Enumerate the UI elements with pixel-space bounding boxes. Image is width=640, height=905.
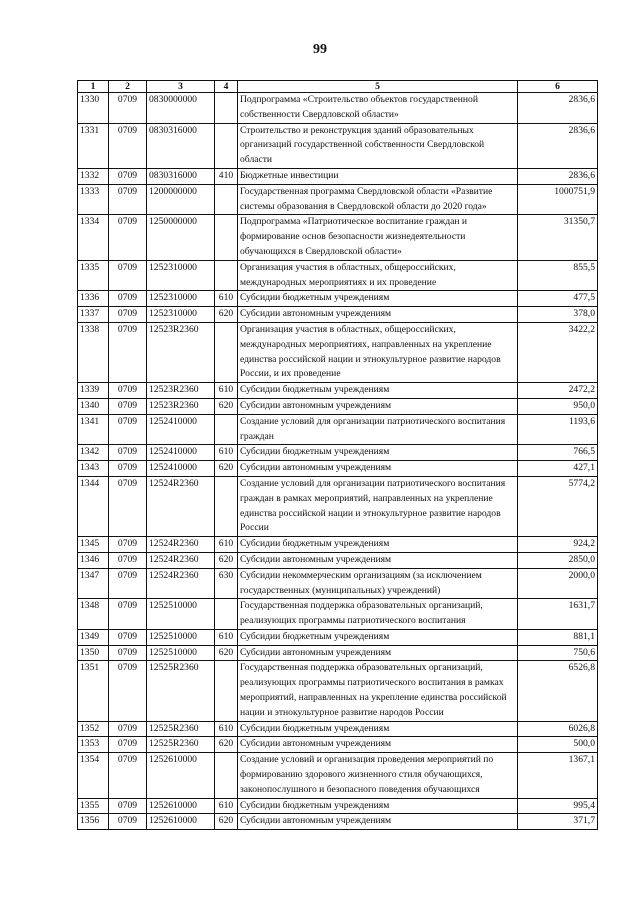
amount-cell: 2836,6 <box>518 93 598 124</box>
expense-type-cell <box>215 184 238 215</box>
section-code-cell: 0709 <box>109 260 147 291</box>
item-name-cell: Субсидии автономным учреждениям <box>238 814 518 830</box>
target-item-code-cell: 1250000000 <box>147 215 215 260</box>
section-code-cell: 0709 <box>109 398 147 414</box>
amount-cell: 766,5 <box>518 445 598 461</box>
table-header-row <box>78 81 598 93</box>
item-name-cell: Строительство и реконструкция зданий образовательных организаций государственной собственности Свердловской области <box>238 123 518 168</box>
amount-cell: 881,1 <box>518 629 598 645</box>
table-row <box>78 307 598 323</box>
expense-type-cell: 620 <box>215 737 238 753</box>
target-item-code-cell: 12525R2360 <box>147 721 215 737</box>
amount-cell: 2000,0 <box>518 568 598 599</box>
target-item-code-cell: 0830316000 <box>147 168 215 184</box>
expense-type-cell <box>215 123 238 168</box>
expense-type-cell: 630 <box>215 568 238 599</box>
row-number-cell: 1345 <box>78 537 109 553</box>
row-number-cell: 1352 <box>78 721 109 737</box>
amount-cell: 6526,8 <box>518 661 598 721</box>
item-name-cell: Подпрограмма «Патриотическое воспитание граждан и формирование основ безопасности жизнедеятельности обучающихся в Свердловской области» <box>238 215 518 260</box>
section-code-cell: 0709 <box>109 383 147 399</box>
item-name-cell: Субсидии некоммерческим организациям (за исключением государственных (муниципальных) учреждений) <box>238 568 518 599</box>
header-col-6: 6 <box>518 81 598 93</box>
target-item-code-cell: 12523R2360 <box>147 398 215 414</box>
amount-cell: 924,2 <box>518 537 598 553</box>
row-number-cell: 1334 <box>78 215 109 260</box>
target-item-code-cell: 12524R2360 <box>147 476 215 536</box>
item-name-cell: Государственная поддержка образовательных организаций, реализующих программы патриотического воспитания <box>238 599 518 630</box>
row-number-cell: 1333 <box>78 184 109 215</box>
table-row <box>78 291 598 307</box>
item-name-cell: Создание условий для организации патриотического воспитания граждан <box>238 414 518 445</box>
amount-cell: 2850,0 <box>518 552 598 568</box>
table-row <box>78 215 598 260</box>
target-item-code-cell: 12524R2360 <box>147 552 215 568</box>
expense-type-cell: 620 <box>215 552 238 568</box>
row-number-cell: 1351 <box>78 661 109 721</box>
item-name-cell: Субсидии бюджетным учреждениям <box>238 721 518 737</box>
item-name-cell: Создание условий и организация проведения мероприятий по формированию здорового жизненного стиля обучающихся, законопослушного и безопасного поведения обучающихся <box>238 753 518 798</box>
section-code-cell: 0709 <box>109 476 147 536</box>
amount-cell: 371,7 <box>518 814 598 830</box>
section-code-cell: 0709 <box>109 645 147 661</box>
row-number-cell: 1341 <box>78 414 109 445</box>
expense-type-cell: 610 <box>215 629 238 645</box>
expense-type-cell: 620 <box>215 645 238 661</box>
amount-cell: 2836,6 <box>518 168 598 184</box>
expense-type-cell: 620 <box>215 814 238 830</box>
table-row <box>78 814 598 830</box>
item-name-cell: Субсидии автономным учреждениям <box>238 461 518 477</box>
target-item-code-cell: 12523R2360 <box>147 383 215 399</box>
target-item-code-cell: 1252510000 <box>147 599 215 630</box>
target-item-code-cell: 1252310000 <box>147 307 215 323</box>
amount-cell: 6026,8 <box>518 721 598 737</box>
section-code-cell: 0709 <box>109 93 147 124</box>
table-row <box>78 322 598 382</box>
amount-cell: 950,0 <box>518 398 598 414</box>
section-code-cell: 0709 <box>109 661 147 721</box>
amount-cell: 5774,2 <box>518 476 598 536</box>
target-item-code-cell: 1252610000 <box>147 814 215 830</box>
target-item-code-cell: 12524R2360 <box>147 537 215 553</box>
target-item-code-cell: 1252610000 <box>147 798 215 814</box>
page-number: 99 <box>313 42 327 57</box>
table-row <box>78 168 598 184</box>
item-name-cell: Государственная программа Свердловской области «Развитие системы образования в Свердловской области до 2020 года» <box>238 184 518 215</box>
row-number-cell: 1356 <box>78 814 109 830</box>
section-code-cell: 0709 <box>109 215 147 260</box>
section-code-cell: 0709 <box>109 798 147 814</box>
section-code-cell: 0709 <box>109 184 147 215</box>
amount-cell: 477,5 <box>518 291 598 307</box>
row-number-cell: 1337 <box>78 307 109 323</box>
section-code-cell: 0709 <box>109 568 147 599</box>
amount-cell: 2472,2 <box>518 383 598 399</box>
section-code-cell: 0709 <box>109 599 147 630</box>
amount-cell: 1631,7 <box>518 599 598 630</box>
row-number-cell: 1346 <box>78 552 109 568</box>
section-code-cell: 0709 <box>109 322 147 382</box>
target-item-code-cell: 12524R2360 <box>147 568 215 599</box>
table-row <box>78 383 598 399</box>
expense-type-cell <box>215 93 238 124</box>
target-item-code-cell: 1200000000 <box>147 184 215 215</box>
target-item-code-cell: 1252410000 <box>147 414 215 445</box>
section-code-cell: 0709 <box>109 461 147 477</box>
section-code-cell: 0709 <box>109 168 147 184</box>
section-code-cell: 0709 <box>109 445 147 461</box>
table-body <box>78 93 598 830</box>
target-item-code-cell: 1252410000 <box>147 461 215 477</box>
table-row <box>78 721 598 737</box>
section-code-cell: 0709 <box>109 737 147 753</box>
section-code-cell: 0709 <box>109 753 147 798</box>
header-col-1: 1 <box>78 81 109 93</box>
table-row <box>78 753 598 798</box>
table-row <box>78 661 598 721</box>
item-name-cell: Субсидии автономным учреждениям <box>238 645 518 661</box>
row-number-cell: 1336 <box>78 291 109 307</box>
table-row <box>78 476 598 536</box>
table-row <box>78 737 598 753</box>
section-code-cell: 0709 <box>109 291 147 307</box>
item-name-cell: Организация участия в областных, общероссийских, международных мероприятиях и их проведение <box>238 260 518 291</box>
item-name-cell: Создание условий для организации патриотического воспитания граждан в рамках мероприятий, направленных на укрепление единства российской нации и этнокультурное развитие народов России <box>238 476 518 536</box>
expense-type-cell: 610 <box>215 445 238 461</box>
item-name-cell: Организация участия в областных, общероссийских, международных мероприятиях, направленных на укрепление единства российской нации и этнокультурное развитие народов России, и их проведение <box>238 322 518 382</box>
table-row <box>78 629 598 645</box>
expense-type-cell <box>215 599 238 630</box>
row-number-cell: 1353 <box>78 737 109 753</box>
section-code-cell: 0709 <box>109 414 147 445</box>
expense-type-cell: 610 <box>215 291 238 307</box>
expense-type-cell: 620 <box>215 398 238 414</box>
expense-type-cell <box>215 476 238 536</box>
target-item-code-cell: 1252610000 <box>147 753 215 798</box>
header-col-2: 2 <box>109 81 147 93</box>
expense-type-cell <box>215 753 238 798</box>
item-name-cell: Субсидии автономным учреждениям <box>238 552 518 568</box>
row-number-cell: 1340 <box>78 398 109 414</box>
expense-type-cell <box>215 322 238 382</box>
header-col-4: 4 <box>215 81 238 93</box>
amount-cell: 1367,1 <box>518 753 598 798</box>
table-row <box>78 798 598 814</box>
item-name-cell: Субсидии автономным учреждениям <box>238 398 518 414</box>
section-code-cell: 0709 <box>109 537 147 553</box>
target-item-code-cell: 0830316000 <box>147 123 215 168</box>
item-name-cell: Субсидии автономным учреждениям <box>238 737 518 753</box>
item-name-cell: Субсидии бюджетным учреждениям <box>238 291 518 307</box>
amount-cell: 378,0 <box>518 307 598 323</box>
target-item-code-cell: 0830000000 <box>147 93 215 124</box>
amount-cell: 31350,7 <box>518 215 598 260</box>
item-name-cell: Бюджетные инвестиции <box>238 168 518 184</box>
target-item-code-cell: 1252510000 <box>147 645 215 661</box>
expense-type-cell: 410 <box>215 168 238 184</box>
table-row <box>78 461 598 477</box>
expense-type-cell <box>215 661 238 721</box>
amount-cell: 3422,2 <box>518 322 598 382</box>
row-number-cell: 1331 <box>78 123 109 168</box>
amount-cell: 995,4 <box>518 798 598 814</box>
target-item-code-cell: 1252310000 <box>147 260 215 291</box>
item-name-cell: Субсидии бюджетным учреждениям <box>238 383 518 399</box>
amount-cell: 1000751,9 <box>518 184 598 215</box>
section-code-cell: 0709 <box>109 814 147 830</box>
header-col-3: 3 <box>147 81 215 93</box>
amount-cell: 2836,6 <box>518 123 598 168</box>
expense-type-cell: 610 <box>215 383 238 399</box>
amount-cell: 1193,6 <box>518 414 598 445</box>
section-code-cell: 0709 <box>109 307 147 323</box>
row-number-cell: 1343 <box>78 461 109 477</box>
row-number-cell: 1338 <box>78 322 109 382</box>
table-row <box>78 552 598 568</box>
row-number-cell: 1332 <box>78 168 109 184</box>
row-number-cell: 1347 <box>78 568 109 599</box>
table-row <box>78 599 598 630</box>
target-item-code-cell: 1252510000 <box>147 629 215 645</box>
item-name-cell: Субсидии бюджетным учреждениям <box>238 629 518 645</box>
table-row <box>78 445 598 461</box>
row-number-cell: 1342 <box>78 445 109 461</box>
amount-cell: 855,5 <box>518 260 598 291</box>
expense-type-cell <box>215 260 238 291</box>
row-number-cell: 1350 <box>78 645 109 661</box>
table-row <box>78 184 598 215</box>
expense-type-cell: 620 <box>215 307 238 323</box>
row-number-cell: 1355 <box>78 798 109 814</box>
section-code-cell: 0709 <box>109 721 147 737</box>
section-code-cell: 0709 <box>109 629 147 645</box>
row-number-cell: 1348 <box>78 599 109 630</box>
table-row <box>78 93 598 124</box>
table-row <box>78 645 598 661</box>
target-item-code-cell: 12525R2360 <box>147 661 215 721</box>
table-row <box>78 260 598 291</box>
expense-type-cell: 610 <box>215 537 238 553</box>
item-name-cell: Подпрограмма «Строительство объектов государственной собственности Свердловской области» <box>238 93 518 124</box>
row-number-cell: 1349 <box>78 629 109 645</box>
amount-cell: 427,1 <box>518 461 598 477</box>
section-code-cell: 0709 <box>109 552 147 568</box>
header-col-5: 5 <box>238 81 518 93</box>
row-number-cell: 1330 <box>78 93 109 124</box>
expense-type-cell: 610 <box>215 798 238 814</box>
item-name-cell: Субсидии бюджетным учреждениям <box>238 537 518 553</box>
expense-type-cell <box>215 414 238 445</box>
table-row <box>78 398 598 414</box>
item-name-cell: Субсидии бюджетным учреждениям <box>238 798 518 814</box>
row-number-cell: 1335 <box>78 260 109 291</box>
target-item-code-cell: 1252410000 <box>147 445 215 461</box>
item-name-cell: Субсидии автономным учреждениям <box>238 307 518 323</box>
expense-type-cell: 620 <box>215 461 238 477</box>
expense-type-cell <box>215 215 238 260</box>
table-row <box>78 568 598 599</box>
target-item-code-cell: 12523R2360 <box>147 322 215 382</box>
expense-type-cell: 610 <box>215 721 238 737</box>
target-item-code-cell: 12525R2360 <box>147 737 215 753</box>
table-row <box>78 537 598 553</box>
amount-cell: 750,6 <box>518 645 598 661</box>
item-name-cell: Государственная поддержка образовательных организаций, реализующих программы патриотического воспитания в рамках мероприятий, направленных на укрепление единства российской нации и этнокультурное развитие народов России <box>238 661 518 721</box>
target-item-code-cell: 1252310000 <box>147 291 215 307</box>
amount-cell: 500,0 <box>518 737 598 753</box>
table-row <box>78 414 598 445</box>
table-row <box>78 123 598 168</box>
section-code-cell: 0709 <box>109 123 147 168</box>
item-name-cell: Субсидии бюджетным учреждениям <box>238 445 518 461</box>
row-number-cell: 1344 <box>78 476 109 536</box>
row-number-cell: 1339 <box>78 383 109 399</box>
budget-table <box>77 80 598 830</box>
row-number-cell: 1354 <box>78 753 109 798</box>
